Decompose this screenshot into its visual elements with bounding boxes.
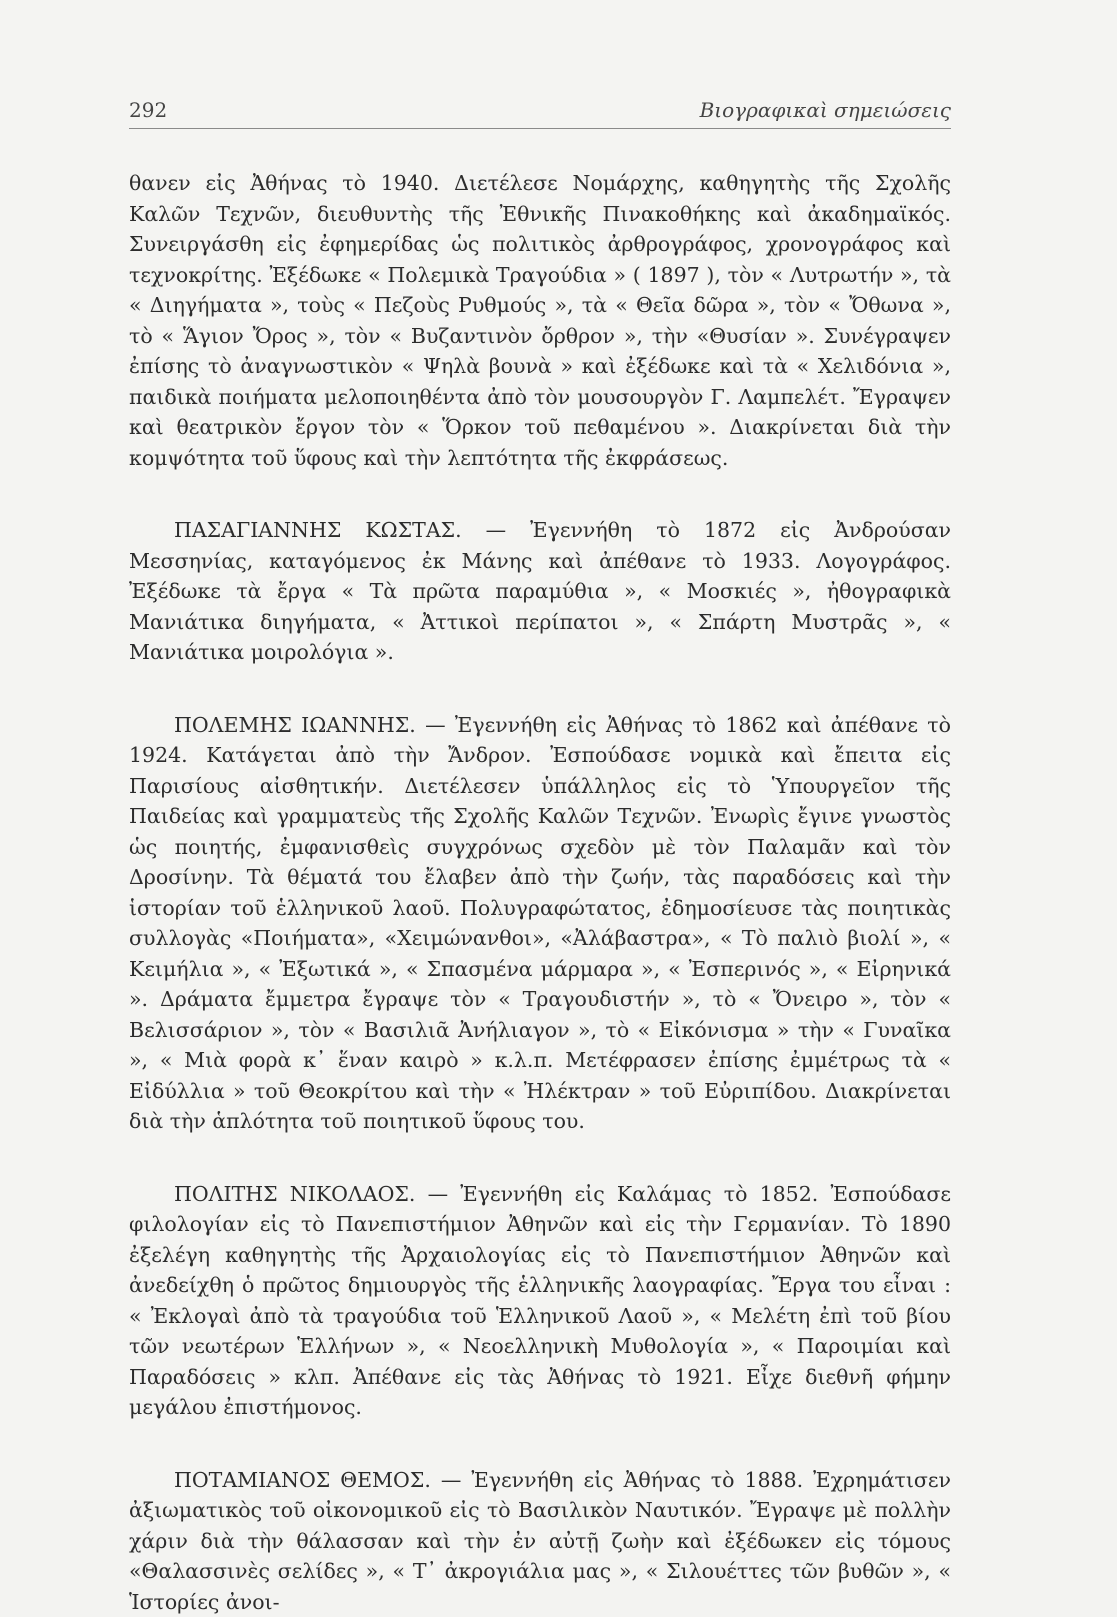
entry-politis (129, 1179, 951, 1423)
entry-heading: ΠΑΣΑΓΙΑΝΝΗΣ ΚΩΣΤΑΣ. (174, 518, 462, 542)
entry-text: — Ἐγεννήθη εἰς Ἀθήνας τὸ 1888. Ἐχρημάτισεν ἀξιωματικὸς τοῦ οἰκονομικοῦ εἰς τὸ Βασιλικὸν Ναυτικόν. Ἔγραψε μὲ πολλὴν χάριν διὰ τὴν θάλασσαν καὶ τὴν ἐν αὐτῇ ζωὴν καὶ ἐξέδωκεν εἰς τόμους «Θαλασσινὲς σελίδες », « Τ᾽ ἀκρογιάλια μας », « Σιλουέττες τῶν βυθῶν », « Ἱστορίες ἀνοι- (129, 1468, 951, 1614)
page-number: 292 (129, 98, 167, 122)
running-title: Βιογραφικαὶ σημειώσεις (700, 98, 951, 122)
entry-polemis (129, 710, 951, 1137)
body-text (129, 168, 951, 1617)
paragraph-text: θανεν εἰς Ἀθήνας τὸ 1940. Διετέλεσε Νομάρχης, καθηγητὴς τῆς Σχολῆς Καλῶν Τεχνῶν, διευθυντὴς τῆς Ἐθνικῆς Πινακοθήκης καὶ ἀκαδημαϊκός. Συνειργάσθη εἰς ἐφημερίδας ὡς πολιτικὸς ἀρθρογράφος, χρονογράφος καὶ τεχνοκρίτης. Ἐξέδωκε « Πολεμικὰ Τραγούδια » ( 1897 ), τὸν « Λυτρωτήν », τὰ « Διηγήματα », τοὺς « Πεζοὺς Ρυθμούς », τὰ « Θεῖα δῶρα », τὸν « Ὄθωνα », τὸ « Ἅγιον Ὄρος », τὸν « Βυζαντινὸν ὄρθρον », τὴν «Θυσίαν ». Συνέγραψεν ἐπίσης τὸ ἀναγνωστικὸν « Ψηλὰ βουνὰ » καὶ ἐξέδωκε καὶ τὰ « Χελιδόνια », παιδικὰ ποιήματα μελοποιηθέντα ἀπὸ τὸν μουσουργὸν Γ. Λαμπελέτ. Ἔγραψεν καὶ θεατρικὸν ἔργον τὸν « Ὅρκον τοῦ πεθαμένου ». Διακρίνεται διὰ τὴν κομψότητα τοῦ ὕφους καὶ τὴν λεπτότητα τῆς ἐκφράσεως. (129, 171, 951, 470)
entry-text: — Ἐγεννήθη εἰς Ἀθήνας τὸ 1862 καὶ ἀπέθανε τὸ 1924. Κατάγεται ἀπὸ τὴν Ἄνδρον. Ἐσπούδασε νομικὰ καὶ ἔπειτα εἰς Παρισίους αἰσθητικήν. Διετέλεσεν ὑπάλληλος εἰς τὸ Ὑπουργεῖον τῆς Παιδείας καὶ γραμματεὺς τῆς Σχολῆς Καλῶν Τεχνῶν. Ἐνωρὶς ἔγινε γνωστὸς ὡς ποιητής, ἐμφανισθεὶς συγχρόνως σχεδὸν μὲ τὸν Παλαμᾶν καὶ τὸν Δροσίνην. Τὰ θέματά του ἔλαβεν ἀπὸ τὴν ζωήν, τὰς παραδόσεις καὶ τὴν ἱστορίαν τοῦ ἑλληνικοῦ λαοῦ. Πολυγραφώτατος, ἐδημοσίευσε τὰς ποιητικὰς συλλογὰς «Ποιήματα», «Χειμώνανθοι», «Ἀλάβαστρα», « Τὸ παλιὸ βιολί », « Κειμήλια », « Ἐξωτικά », « Σπασμένα μάρμαρα », « Ἐσπερινός », « Εἰρηνικά ». Δράματα ἔμμετρα ἔγραψε τὸν « Τραγουδιστήν », τὸ « Ὄνειρο », τὸν « Βελισσάριον », τὸν « Βασιλιᾶ Ἀνήλιαγον », τὸ « Εἰκόνισμα » τὴν « Γυναῖκα », « Μιὰ φορὰ κ᾽ ἕναν καιρὸ » κ.λ.π. Μετέφρασεν ἐπίσης ἐμμέτρως τὰ « Εἰδύλλια » τοῦ Θεοκρίτου καὶ τὴν « Ἠλέκτραν » τοῦ Εὐριπίδου. Διακρίνεται διὰ τὴν ἁπλότητα τοῦ ποιητικοῦ ὕφους του. (129, 713, 951, 1134)
entry-text: — Ἐγεννήθη εἰς Καλάμας τὸ 1852. Ἐσπούδασε φιλολογίαν εἰς τὸ Πανεπιστήμιον Ἀθηνῶν καὶ εἰς τὴν Γερμανίαν. Τὸ 1890 ἐξελέγη καθηγητὴς τῆς Ἀρχαιολογίας εἰς τὸ Πανεπιστήμιον Ἀθηνῶν καὶ ἀνεδείχθη ὁ πρῶτος δημιουργὸς τῆς ἑλληνικῆς λαογραφίας. Ἔργα του εἶναι : « Ἐκλογαὶ ἀπὸ τὰ τραγούδια τοῦ Ἑλληνικοῦ Λαοῦ », « Μελέτη ἐπὶ τοῦ βίου τῶν νεωτέρων Ἑλλήνων », « Νεοελληνικὴ Μυθολογία », « Παροιμίαι καὶ Παραδόσεις » κλπ. Ἀπέθανε εἰς τὰς Ἀθήνας τὸ 1921. Εἶχε διεθνῆ φήμην μεγάλου ἐπιστήμονος. (129, 1182, 951, 1420)
entry-text: — Ἐγεννήθη τὸ 1872 εἰς Ἀνδρούσαν Μεσσηνίας, καταγόμενος ἐκ Μάνης καὶ ἀπέθανε τὸ 1933. Λογογράφος. Ἐξέδωκε τὰ ἔργα « Τὰ πρῶτα παραμύθια », « Μοσκιές », ἠθογραφικὰ Μανιάτικα διηγήματα, « Ἀττικοὶ περίπατοι », « Σπάρτη Μυστρᾶς », « Μανιάτικα μοιρολόγια ». (129, 518, 951, 664)
entry-heading: ΠΟΛΕΜΗΣ ΙΩΑΝΝΗΣ. (174, 713, 416, 737)
entry-pasagiannis (129, 515, 951, 668)
paragraph-continued (129, 168, 951, 473)
page-header (129, 98, 951, 129)
entry-potamianos (129, 1465, 951, 1617)
entry-heading: ΠΟΤΑΜΙΑΝΟΣ ΘΕΜΟΣ. (174, 1468, 431, 1492)
entry-heading: ΠΟΛΙΤΗΣ ΝΙΚΟΛΑΟΣ. (174, 1182, 415, 1206)
